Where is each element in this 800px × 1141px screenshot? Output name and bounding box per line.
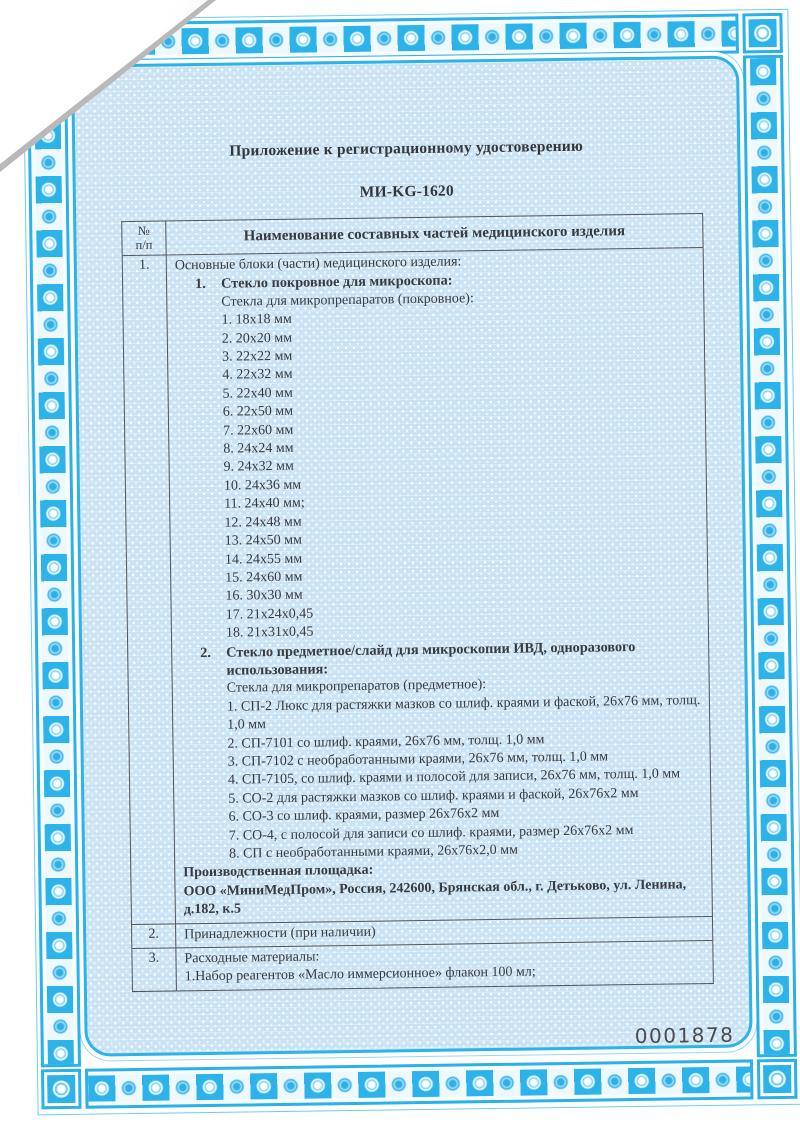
content-line: 16. 30х30 мм xyxy=(225,587,303,605)
content-line: 2. Стекло предметное/слайд для микроскопии ИВД, одноразового использования: xyxy=(200,638,636,679)
content-line: 8. 24х24 мм xyxy=(223,440,294,457)
content-line: 6. СО-3 со шлиф. краями, размер 26х76х2 мм xyxy=(228,806,500,825)
content-line: 7. СО-4, с полосой для записи со шлиф. краями, размер 26х76х2 мм xyxy=(228,822,634,844)
border-corner-bottom-right xyxy=(757,1059,798,1100)
content-line: 4. 22х32 мм xyxy=(222,367,293,384)
border-corner-top-right xyxy=(742,13,783,54)
content-line: 1. Стекло покровное для микроскопа: xyxy=(194,272,453,293)
content-line: 8. СП с необработанными краями, 26х76х2,0 мм xyxy=(228,842,519,862)
content-line: 1.Набор реагентов «Масло иммерсионное» флакон 100 мл; xyxy=(184,964,536,985)
content-line: 5. 22х40 мм xyxy=(222,385,293,402)
content-line: Производственная площадка: xyxy=(183,863,374,881)
row-content-cell xyxy=(167,248,712,923)
content-line: Основные блоки (части) медицинского изделия: xyxy=(174,254,462,274)
content-line: 3. СП-7102 с необработанными краями, 26х76 мм, толщ. 1,0 мм xyxy=(227,749,609,770)
border-corner-bottom-left xyxy=(41,1069,82,1110)
document-title: Приложение к регистрационному удостоверению xyxy=(229,137,584,160)
row-number-cell: 2. xyxy=(132,924,176,948)
col-number-header-line2: п/п xyxy=(135,237,153,252)
content-line: Принадлежности (при наличии) xyxy=(184,924,376,942)
content-line: 4. СП-7105, со шлиф. краями и полосой для записи, 26х76 мм, толщ. 1,0 мм xyxy=(227,766,681,789)
content-line: 12. 24х48 мм xyxy=(224,514,302,531)
serial-number: 0001878 xyxy=(634,1022,735,1049)
content-line: 13. 24х50 мм xyxy=(224,532,302,549)
col-name-header-label: Наименование составных частей медицинского изделия xyxy=(243,223,626,245)
content-line: Стекла для микропрепаратов (покровное): xyxy=(221,291,474,310)
col-number-header-line1: № xyxy=(137,223,150,238)
content-line: Расходные материалы: xyxy=(184,949,320,967)
col-number-header xyxy=(122,222,166,256)
row-number-cell: 1. xyxy=(123,256,176,924)
content-line: ООО «МиниМедПром», Россия, 242600, Брянская обл., г. Детьково, ул. Ленина, д.182, к.5 xyxy=(183,877,687,918)
parts-table-rows xyxy=(123,248,713,991)
content-line: 3. 22х22 мм xyxy=(221,348,293,365)
row-number-cell: 3. xyxy=(132,948,177,990)
content-line: 17. 21х24х0,45 xyxy=(225,606,314,623)
content-line: 1. СП-2 Люкс для растяжки мазков со шлиф. краями и фаской, 26х76 мм, толщ. 1,0 мм xyxy=(226,692,701,733)
content-line: 1. 18х18 мм xyxy=(221,311,292,328)
content-line: 2. 20х20 мм xyxy=(221,330,293,347)
content-line: 14. 24х55 мм xyxy=(224,551,303,568)
content-line: 5. СО-2 для растяжки мазков со шлиф. краями и фаской, 26х76х2 мм xyxy=(228,785,639,807)
content-line: 18. 21х31х0,45 xyxy=(225,624,314,641)
content-line: 7. 22х60 мм xyxy=(223,422,294,439)
content-line: 11. 24х40 мм; xyxy=(224,495,305,513)
content-line: 6. 22х50 мм xyxy=(222,404,294,420)
content-line: 2. СП-7101 со шлиф. краями, 26х76 мм, толщ. 1,0 мм xyxy=(227,731,545,752)
parts-table xyxy=(121,213,714,992)
table-row xyxy=(123,248,712,925)
content-line: 15. 24х60 мм xyxy=(225,569,303,586)
document-number: МИ-KG-1620 xyxy=(359,182,454,201)
content-line: 9. 24х32 мм xyxy=(223,459,294,476)
content-line: Стекла для микропрепаратов (предметное): xyxy=(226,677,487,697)
table-row xyxy=(132,941,713,991)
content-line: 10. 24х36 мм xyxy=(223,477,302,494)
row-content-cell xyxy=(176,941,713,990)
